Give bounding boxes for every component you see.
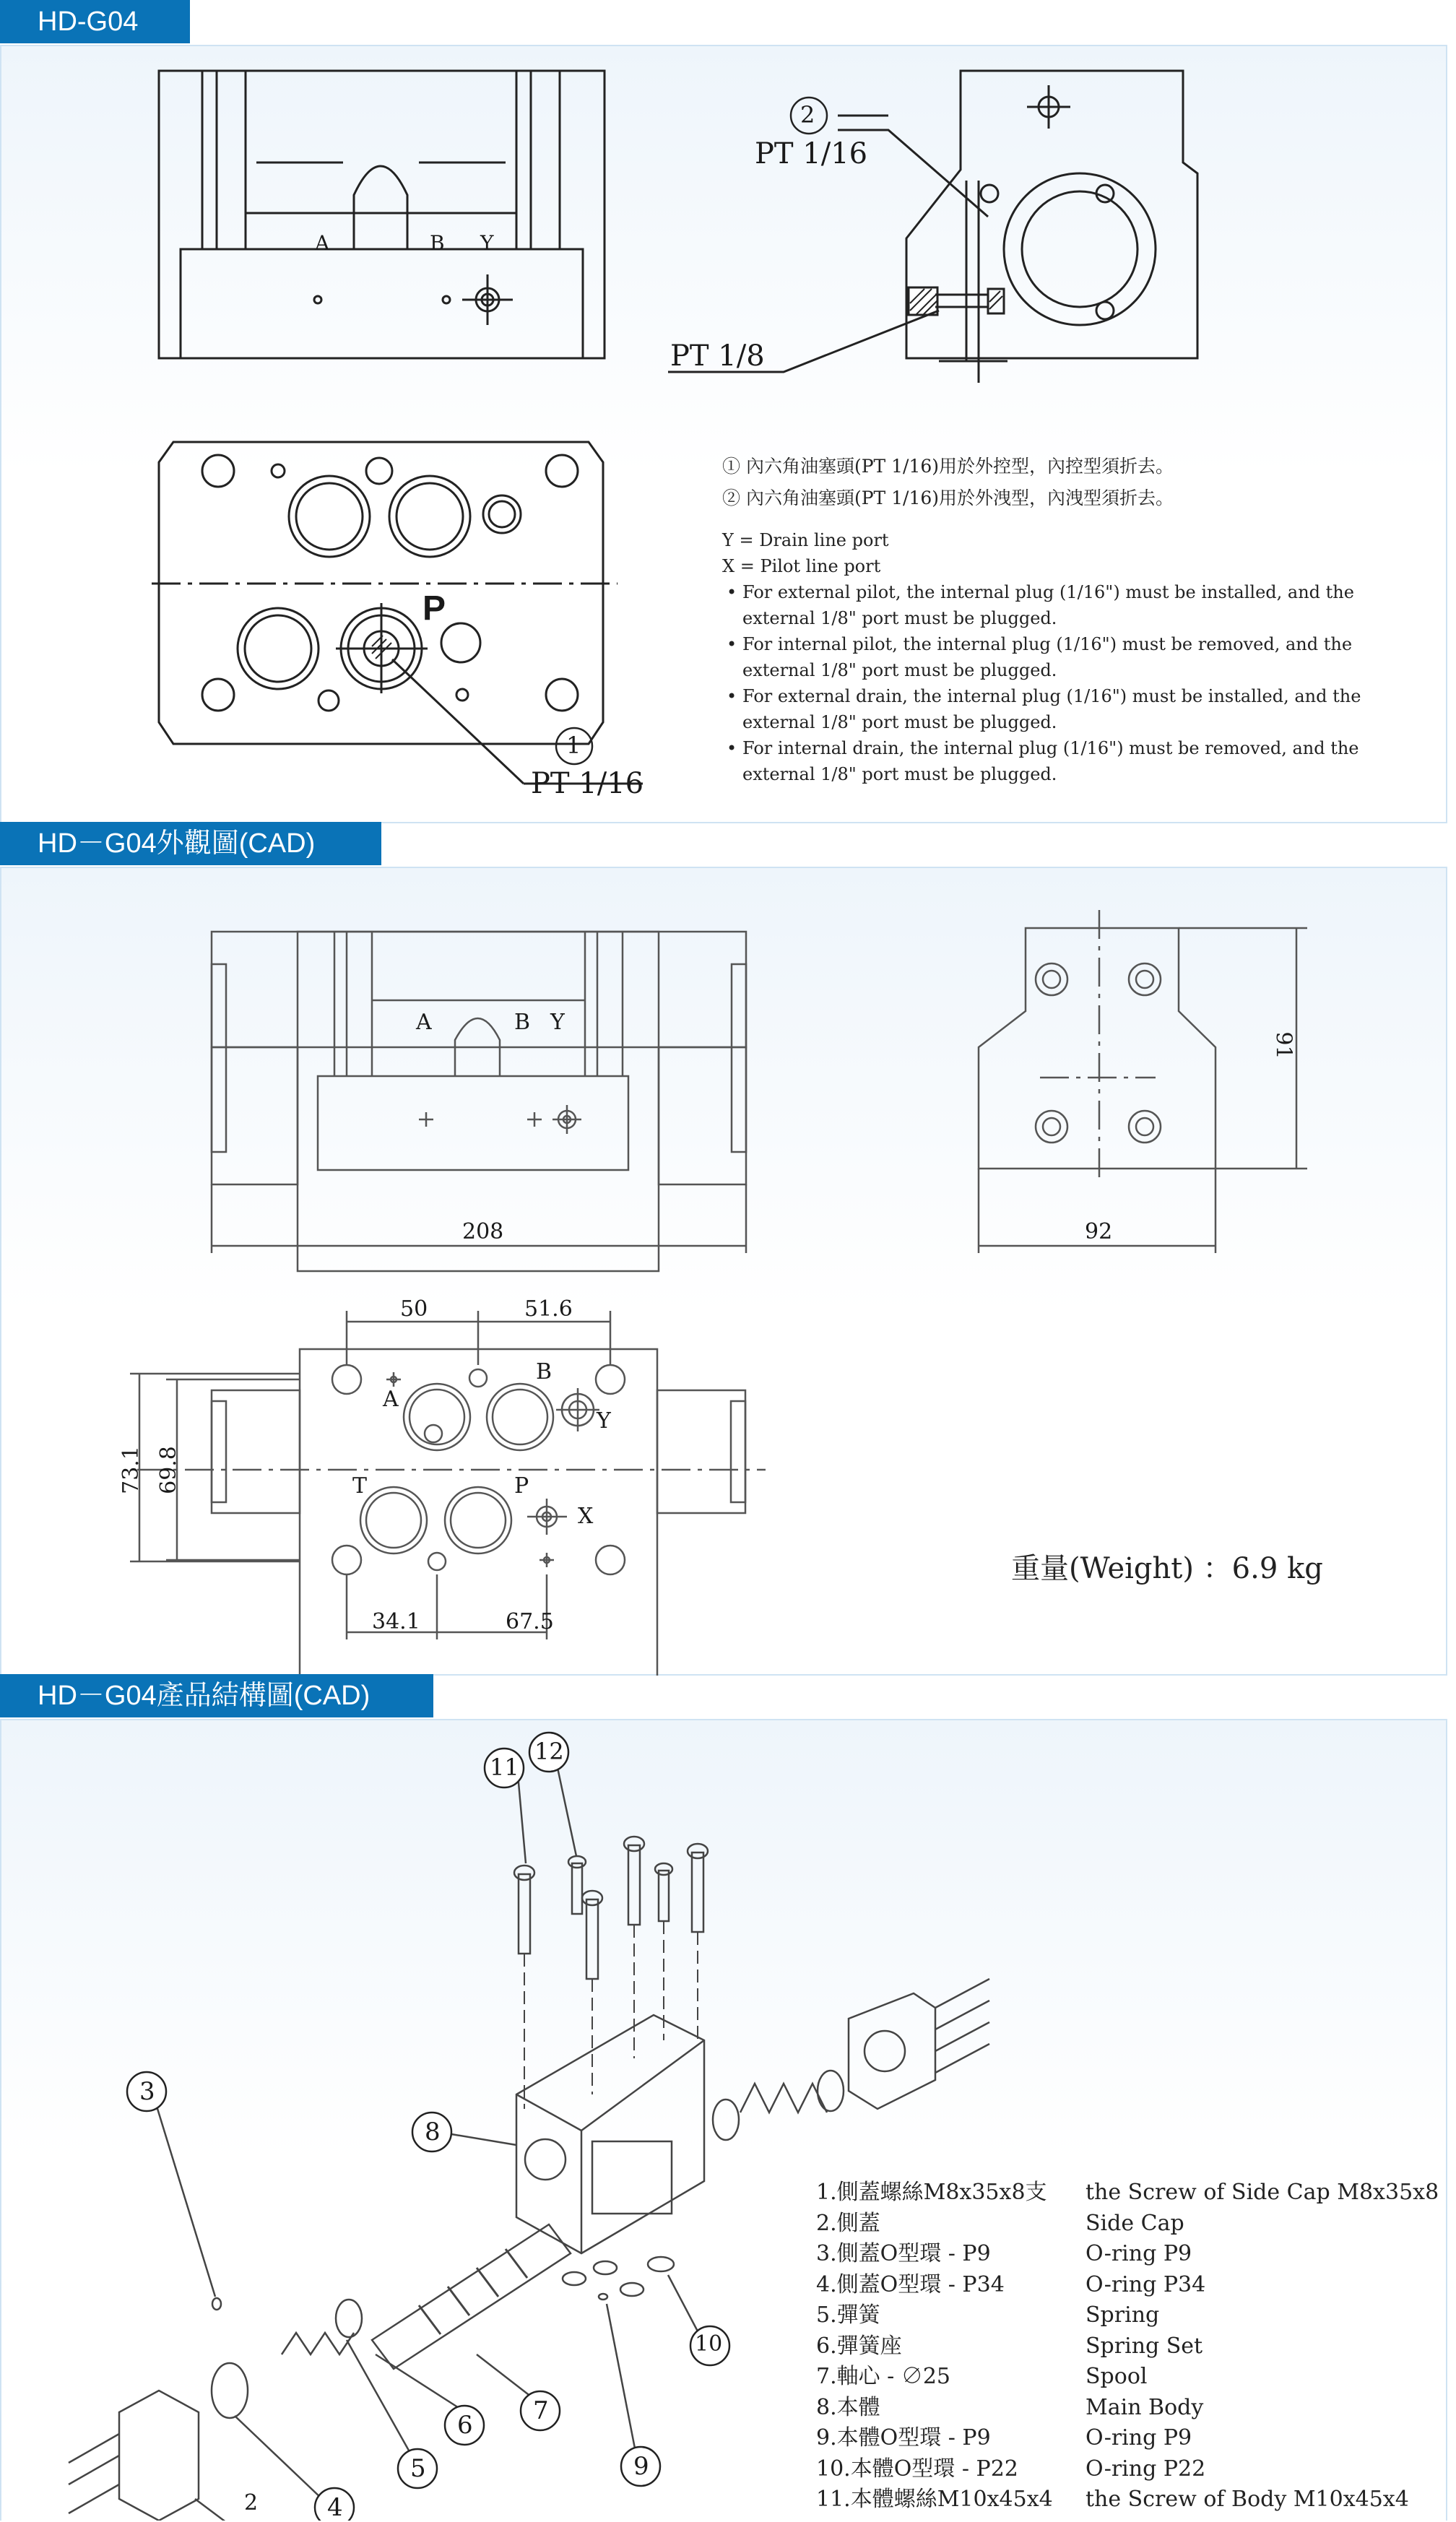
bottom-port-y: Y <box>597 1408 611 1434</box>
parts-list <box>816 2178 1439 2516</box>
callout-9: 9 <box>633 2452 649 2481</box>
callout1-text: PT 1/16 <box>531 767 644 800</box>
note-x: X = Pilot line port <box>722 556 881 576</box>
plan-port-p: P <box>422 589 446 628</box>
dim-left-69-8: 69.8 <box>155 1446 181 1494</box>
part-en: the Screw of Side Cap M8x35x8 <box>1086 2180 1439 2205</box>
note-zh1: ① 內六角油塞頭(PT 1/16)用於外控型，內控型須折去。 <box>722 456 1174 477</box>
dim-top-51-6: 51.6 <box>524 1296 573 1322</box>
callout-7: 7 <box>533 2396 549 2425</box>
part-en: the Screw of Body M10x45x4 <box>1086 2487 1409 2512</box>
part-en: Side Cap <box>1086 2210 1184 2236</box>
list-item <box>816 2178 1439 2209</box>
dim-side-width: 92 <box>1085 1219 1113 1244</box>
note-y: Y = Drain line port <box>722 530 889 550</box>
note-bullet: • For internal drain, the internal plug (1/16") must be removed, and the external 1/8" port must be plugged. <box>722 735 1416 787</box>
list-item <box>816 2454 1439 2485</box>
part-en: O-ring P9 <box>1086 2425 1192 2450</box>
callout-2: 2 <box>244 2490 259 2516</box>
section3-title: HD－G04產品結構圖(CAD) <box>0 1674 433 1717</box>
callout-8: 8 <box>425 2118 441 2146</box>
list-item <box>816 2362 1439 2393</box>
callout-6: 6 <box>457 2411 473 2440</box>
list-item <box>816 2270 1439 2301</box>
part-zh: 11.本體螺絲M10x45x4 <box>816 2487 1053 2512</box>
note-zh2: ② 內六角油塞頭(PT 1/16)用於外洩型，內洩型須折去。 <box>722 488 1174 508</box>
callout-11: 11 <box>490 1754 519 1781</box>
part-en: Spool <box>1086 2364 1148 2389</box>
part-zh: 3.側蓋O型環 - P9 <box>816 2241 991 2266</box>
part-zh: 10.本體O型環 - P22 <box>816 2456 1018 2482</box>
callout-10: 10 <box>695 2331 723 2357</box>
part-zh: 6.彈簧座 <box>816 2333 902 2359</box>
dim-bottom-67-5: 67.5 <box>506 1609 554 1634</box>
front-port-a: A <box>315 231 330 255</box>
part-zh: 5.彈簧 <box>816 2302 880 2328</box>
part-zh: 4.側蓋O型環 - P34 <box>816 2271 1005 2297</box>
list-item <box>816 2331 1439 2362</box>
callout-4: 4 <box>327 2493 343 2522</box>
callout-3: 3 <box>139 2077 155 2106</box>
bottom-port-x: X <box>578 1504 594 1529</box>
callout2-text: PT 1/16 <box>755 137 868 170</box>
part-en: O-ring P22 <box>1086 2456 1206 2482</box>
weight-label: 重量(Weight) ：6.9 kg <box>1011 1552 1323 1585</box>
callout1-num: 1 <box>566 732 581 759</box>
part-zh: 9.本體O型環 - P9 <box>816 2425 991 2450</box>
list-item <box>816 2484 1439 2516</box>
list-item <box>816 2239 1439 2270</box>
front-port-y: Y <box>550 1010 565 1035</box>
part-en: O-ring P9 <box>1086 2241 1192 2266</box>
dim-side-height: 91 <box>1270 1031 1296 1060</box>
part-en: O-ring P34 <box>1086 2271 1206 2297</box>
dim-bottom-34-1: 34.1 <box>372 1609 420 1634</box>
part-zh: 7.軸心 - ∅25 <box>816 2364 951 2389</box>
list-item <box>816 2300 1439 2331</box>
note-bullet: • For internal pilot, the internal plug (1/16") must be removed, and the external 1/8" port must be plugged. <box>722 631 1416 683</box>
callout-5: 5 <box>410 2454 426 2483</box>
part-en: Spring Set <box>1086 2333 1203 2359</box>
list-item <box>816 2423 1439 2454</box>
part-zh: 8.本體 <box>816 2394 880 2420</box>
front-port-b: B <box>514 1010 531 1035</box>
list-item <box>816 2393 1439 2424</box>
note-bullet: • For external pilot, the internal plug (1/16") must be installed, and the external 1/8" port must be plugged. <box>722 579 1416 631</box>
part-en: Spring <box>1086 2302 1160 2328</box>
front-port-b: B <box>430 231 445 255</box>
bottom-port-t: T <box>352 1473 368 1499</box>
bottom-port-a: A <box>383 1387 399 1412</box>
bottom-port-p: P <box>514 1473 529 1499</box>
part-zh: 2.側蓋 <box>816 2210 880 2236</box>
part-zh: 1.側蓋螺絲M8x35x8支 <box>816 2180 1047 2205</box>
list-item <box>816 2209 1439 2240</box>
callout2-num: 2 <box>800 101 815 129</box>
section2-title: HD－G04外觀圖(CAD) <box>0 822 381 865</box>
callout-pt18: PT 1/8 <box>670 339 765 373</box>
dim-left-73-1: 73.1 <box>118 1446 144 1494</box>
dim-width: 208 <box>462 1219 504 1244</box>
dim-top-50: 50 <box>400 1296 428 1322</box>
front-port-y: Y <box>480 231 494 255</box>
note-bullet: • For external drain, the internal plug (1/16") must be installed, and the external 1/8" port must be plugged. <box>722 683 1416 735</box>
front-port-a: A <box>416 1010 432 1035</box>
bottom-port-b: B <box>536 1359 552 1384</box>
callout-12: 12 <box>534 1738 564 1765</box>
section1-title: HD-G04 <box>0 0 190 43</box>
note-bullets <box>722 579 1416 787</box>
part-en: Main Body <box>1086 2394 1204 2420</box>
